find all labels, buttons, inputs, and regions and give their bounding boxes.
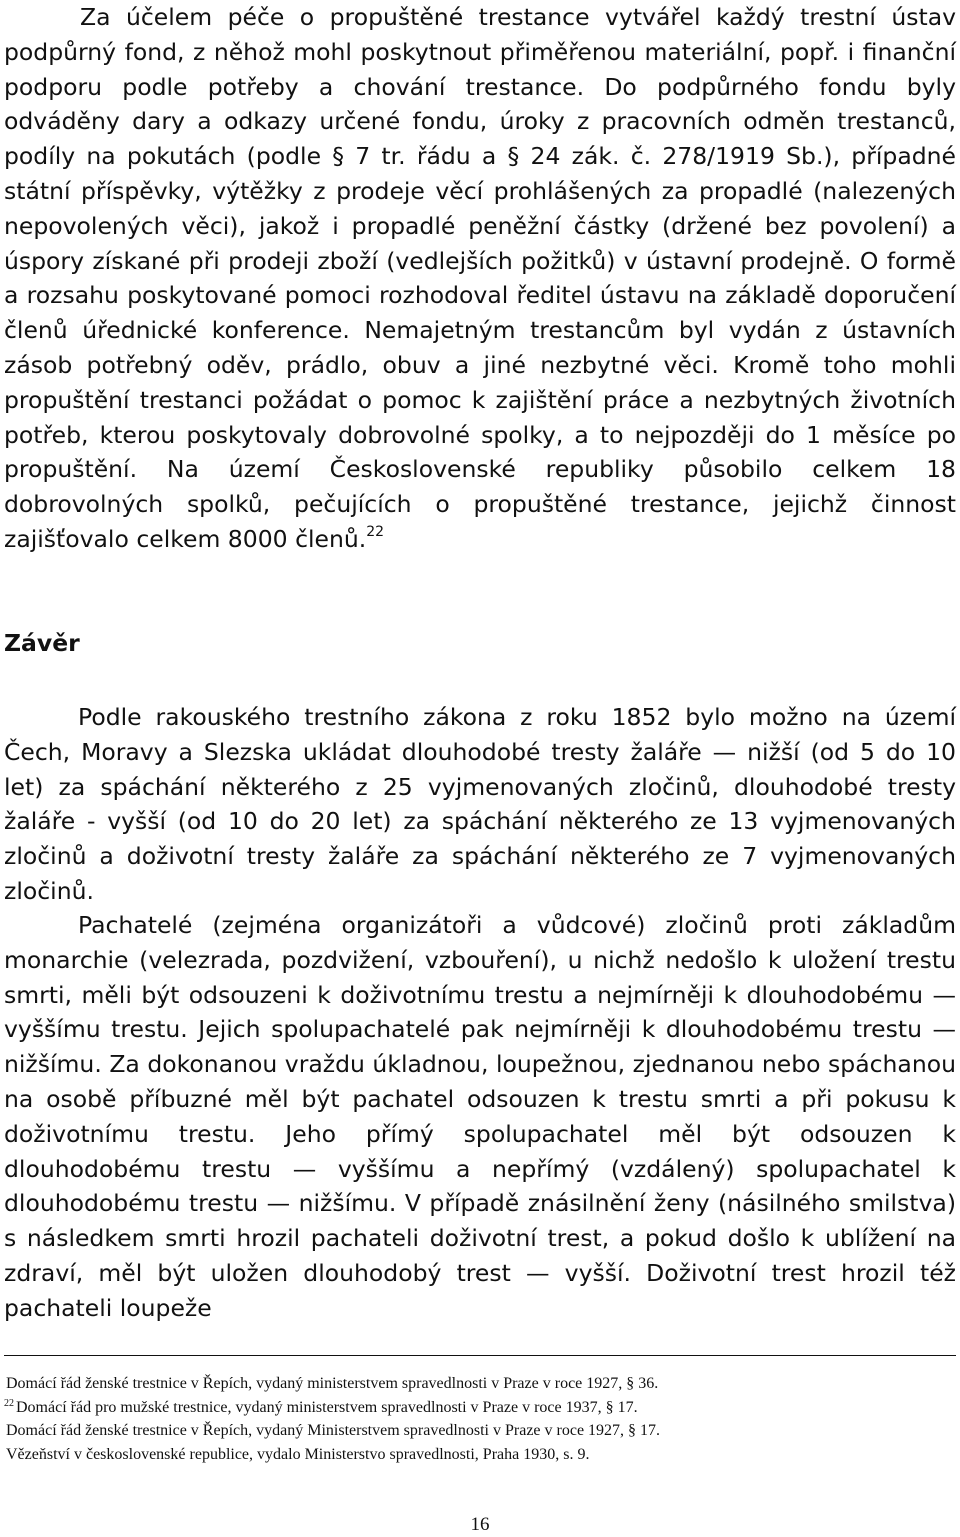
paragraph-support-fund	[4, 0, 956, 557]
paragraph-conclusion-1: Podle rakouského trestního zákona z roku 1852 bylo možno na území Čech, Moravy a Slezska ukládat dlouhodobé tresty žaláře — nižší (od 5 do 10 let) za spáchání některého z 25 vyjmenovaných zločinů, dlouhodobé tresty žaláře - vyšší (od 10 do 20 let) za spáchání některého ze 13 vyjmenovaných zločinů a doživotní tresty žaláře za spáchání některého ze 7 vyjmenovaných zločinů.	[4, 703, 956, 905]
paragraph-text: Za účelem péče o propuštěné trestance vytvářel každý trestní ústav podpůrný fond, z něhož mohl poskytnout přiměřenou materiální, popř. i finanční podporu podle potřeby a chování trestance. Do podpůrného fondu byly odváděny dary a odkazy určené fondu, úroky z pracovních odměn trestanců, podíly na pokutách (podle § 7 tr. řádu a § 24 zák. č. 278/1919 Sb.), případné státní příspěvky, výtěžky z prodeje věcí prohlášených za propadlé (nalezených nepovolených věci), jakož i propadlé peněžní částky (držené bez povolení) a úspory získané při prodeji zboží (vedlejších požitků) v ústavní prodejně. O formě a rozsahu poskytované pomoci rozhodoval ředitel ústavu na základě doporučení členů úřednické konference. Nemajetným trestancům byl vydán z ústavních zásob potřebný oděv, prádlo, obuv a jiné nezbytné věci. Kromě toho mohli propuštění trestanci požádat o pomoc k zajištění práce a nezbytných životních potřeb, kterou poskytovaly dobrovolné spolky, a to nejpozději do 1 měsíce po propuštění. Na území Československé republiky působilo celkem 18 dobrovolných spolků, pečujících o propuštěné trestance, jejichž činnost zajišťovalo celkem 8000 členů.	[4, 3, 956, 553]
footnote-text: Vězeňství v československé republice, vydalo Ministerstvo spravedlnosti, Praha 1930, s. 9.	[6, 1445, 590, 1463]
section-heading: Závěr	[4, 629, 80, 657]
footnote-item	[4, 1396, 956, 1420]
footnote-item	[4, 1419, 956, 1443]
footnote-separator	[4, 1355, 956, 1356]
footnote-number: 22	[4, 1397, 14, 1409]
footnote-item	[4, 1372, 956, 1396]
page-number: 16	[470, 1514, 490, 1535]
paragraph-conclusion-2: Pachatelé (zejména organizátoři a vůdcové) zločinů proti základům monarchie (velezrada, pozdvižení, vzbouření), u nichž nedošlo k uložení trestu smrti, měli být odsouzeni k doživotnímu trestu a nejmírněji k dlouhodobému — vyššímu trestu. Jejich spolupachatelé pak nejmírněji k dlouhodobému trestu — nižšímu. Za dokonanou vraždu úkladnou, loupežnou, zjednanou nebo spáchanou na osobě příbuzné měl být pachatel odsouzen k trestu smrti a při pokusu k doživotnímu trestu. Jeho přímý spolupachatel měl být odsouzen k dlouhodobému trestu — vyššímu a nepřímý (vzdálený) spolupachatel k dlouhodobému trestu — nižšímu. V případě znásilnění ženy (násilného smilstva) s následkem smrti hrozil pachateli doživotní trest, a pokud došlo k ublížení na zdraví, měl být uložen dlouhodobý trest — vyšší. Doživotní trest hrozil též pachateli loupeže	[4, 911, 956, 1322]
footnote-reference: 22	[366, 523, 385, 540]
footnote-item	[4, 1443, 956, 1467]
footnote-text: Domácí řád ženské trestnice v Řepích, vydaný Ministerstvem spravedlnosti v Praze v roce 1927, § 17.	[6, 1422, 661, 1439]
footnote-text: Domácí řád ženské trestnice v Řepích, vydaný ministerstvem spravedlnosti v Praze v roce 1927, § 36.	[6, 1375, 659, 1392]
footnotes	[4, 1372, 956, 1466]
footnote-text: Domácí řád pro mužské trestnice, vydaný ministerstvem spravedlnosti v Praze v roce 1937, § 17.	[16, 1398, 638, 1416]
